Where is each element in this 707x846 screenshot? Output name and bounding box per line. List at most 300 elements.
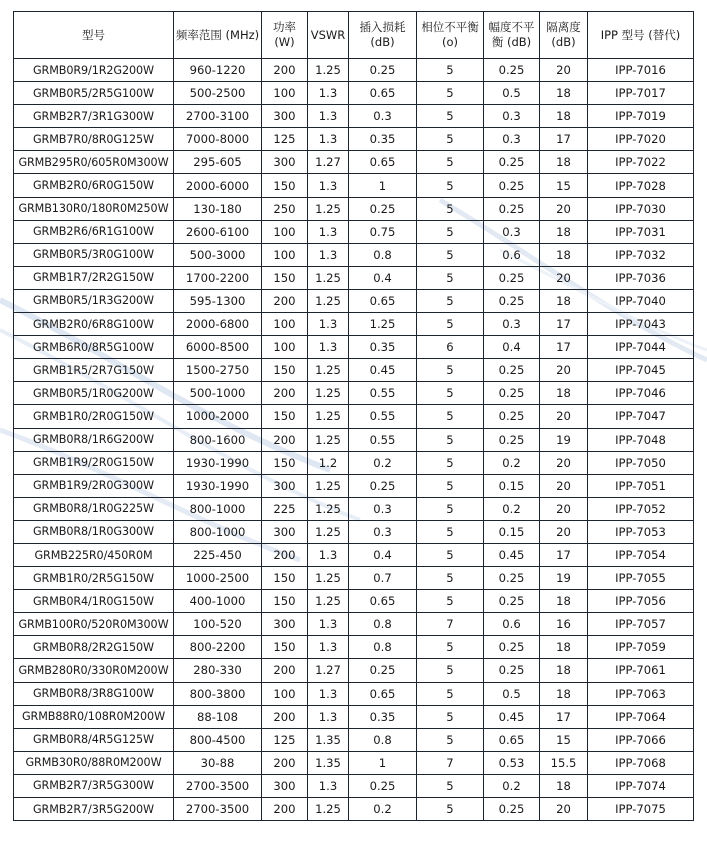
cell-model: GRMB2R0/6R0G150W (14, 174, 174, 197)
col-header-power: 功率 (W) (262, 12, 308, 59)
cell-isolation: 18 (540, 151, 588, 174)
cell-phase-imbalance: 5 (417, 313, 484, 336)
cell-frequency: 2000-6000 (174, 174, 262, 197)
cell-ipp-model: IPP-7054 (588, 543, 694, 566)
cell-phase-imbalance: 5 (417, 289, 484, 312)
cell-model: GRMB0R9/1R2G200W (14, 59, 174, 82)
cell-model: GRMB100R0/520R0M300W (14, 613, 174, 636)
cell-vswr: 1.25 (308, 266, 349, 289)
col-header-amplitude-imbalance: 幅度不平衡 (dB) (484, 12, 540, 59)
cell-ipp-model: IPP-7031 (588, 220, 694, 243)
table-row (14, 128, 694, 151)
cell-frequency: 2000-6800 (174, 313, 262, 336)
cell-phase-imbalance: 5 (417, 497, 484, 520)
cell-vswr: 1.25 (308, 359, 349, 382)
cell-ipp-model: IPP-7036 (588, 266, 694, 289)
cell-frequency: 30-88 (174, 751, 262, 774)
cell-isolation: 15 (540, 174, 588, 197)
cell-model: GRMB0R5/2R5G100W (14, 82, 174, 105)
cell-power: 150 (262, 174, 308, 197)
cell-frequency: 2600-6100 (174, 220, 262, 243)
table-row (14, 774, 694, 797)
cell-phase-imbalance: 5 (417, 82, 484, 105)
cell-ipp-model: IPP-7017 (588, 82, 694, 105)
cell-insertion-loss: 0.35 (349, 128, 417, 151)
cell-phase-imbalance: 5 (417, 220, 484, 243)
cell-model: GRMB2R7/3R5G300W (14, 774, 174, 797)
table-row (14, 497, 694, 520)
cell-amplitude-imbalance: 0.25 (484, 151, 540, 174)
cell-power: 300 (262, 151, 308, 174)
cell-power: 100 (262, 82, 308, 105)
cell-vswr: 1.25 (308, 590, 349, 613)
cell-amplitude-imbalance: 0.6 (484, 243, 540, 266)
cell-frequency: 1930-1990 (174, 451, 262, 474)
cell-amplitude-imbalance: 0.25 (484, 266, 540, 289)
cell-vswr: 1.3 (308, 613, 349, 636)
cell-amplitude-imbalance: 0.4 (484, 336, 540, 359)
cell-isolation: 20 (540, 451, 588, 474)
cell-amplitude-imbalance: 0.6 (484, 613, 540, 636)
cell-vswr: 1.35 (308, 728, 349, 751)
cell-ipp-model: IPP-7048 (588, 428, 694, 451)
cell-phase-imbalance: 5 (417, 659, 484, 682)
cell-isolation: 18 (540, 289, 588, 312)
cell-frequency: 295-605 (174, 151, 262, 174)
cell-ipp-model: IPP-7064 (588, 705, 694, 728)
cell-amplitude-imbalance: 0.45 (484, 543, 540, 566)
cell-frequency: 88-108 (174, 705, 262, 728)
cell-isolation: 20 (540, 497, 588, 520)
cell-insertion-loss: 0.65 (349, 151, 417, 174)
col-header-insertion-loss: 插入损耗 (dB) (349, 12, 417, 59)
table-row (14, 798, 694, 821)
cell-model: GRMB280R0/330R0M200W (14, 659, 174, 682)
spec-table-container (13, 11, 694, 821)
cell-vswr: 1.3 (308, 682, 349, 705)
cell-power: 250 (262, 197, 308, 220)
cell-power: 150 (262, 636, 308, 659)
cell-frequency: 280-330 (174, 659, 262, 682)
cell-vswr: 1.3 (308, 105, 349, 128)
cell-ipp-model: IPP-7053 (588, 520, 694, 543)
cell-vswr: 1.3 (308, 220, 349, 243)
cell-phase-imbalance: 5 (417, 59, 484, 82)
spec-table (13, 11, 694, 821)
cell-power: 100 (262, 682, 308, 705)
cell-vswr: 1.25 (308, 567, 349, 590)
cell-vswr: 1.35 (308, 751, 349, 774)
cell-phase-imbalance: 5 (417, 197, 484, 220)
cell-model: GRMB1R7/2R2G150W (14, 266, 174, 289)
cell-insertion-loss: 0.75 (349, 220, 417, 243)
cell-phase-imbalance: 6 (417, 336, 484, 359)
cell-power: 200 (262, 543, 308, 566)
cell-phase-imbalance: 5 (417, 128, 484, 151)
table-row (14, 336, 694, 359)
cell-ipp-model: IPP-7028 (588, 174, 694, 197)
cell-isolation: 18 (540, 105, 588, 128)
cell-isolation: 17 (540, 543, 588, 566)
cell-isolation: 16 (540, 613, 588, 636)
cell-phase-imbalance: 7 (417, 613, 484, 636)
cell-frequency: 800-3800 (174, 682, 262, 705)
cell-insertion-loss: 0.8 (349, 636, 417, 659)
cell-power: 150 (262, 590, 308, 613)
table-row (14, 82, 694, 105)
cell-amplitude-imbalance: 0.3 (484, 105, 540, 128)
cell-insertion-loss: 0.55 (349, 428, 417, 451)
cell-amplitude-imbalance: 0.25 (484, 59, 540, 82)
table-row (14, 359, 694, 382)
cell-power: 125 (262, 128, 308, 151)
cell-isolation: 20 (540, 520, 588, 543)
cell-frequency: 400-1000 (174, 590, 262, 613)
cell-power: 200 (262, 798, 308, 821)
cell-vswr: 1.27 (308, 659, 349, 682)
cell-isolation: 20 (540, 59, 588, 82)
cell-frequency: 595-1300 (174, 289, 262, 312)
cell-amplitude-imbalance: 0.65 (484, 728, 540, 751)
cell-phase-imbalance: 5 (417, 474, 484, 497)
cell-insertion-loss: 0.4 (349, 543, 417, 566)
cell-isolation: 19 (540, 567, 588, 590)
table-row (14, 289, 694, 312)
cell-model: GRMB1R5/2R7G150W (14, 359, 174, 382)
table-row (14, 636, 694, 659)
cell-phase-imbalance: 5 (417, 105, 484, 128)
cell-phase-imbalance: 5 (417, 151, 484, 174)
cell-model: GRMB1R0/2R5G150W (14, 567, 174, 590)
cell-amplitude-imbalance: 0.15 (484, 520, 540, 543)
cell-vswr: 1.3 (308, 774, 349, 797)
cell-phase-imbalance: 5 (417, 636, 484, 659)
cell-insertion-loss: 0.25 (349, 474, 417, 497)
cell-ipp-model: IPP-7052 (588, 497, 694, 520)
table-row (14, 405, 694, 428)
cell-frequency: 500-1000 (174, 382, 262, 405)
cell-model: GRMB0R8/1R6G200W (14, 428, 174, 451)
cell-vswr: 1.27 (308, 151, 349, 174)
cell-model: GRMB0R8/2R2G150W (14, 636, 174, 659)
cell-power: 300 (262, 105, 308, 128)
cell-power: 200 (262, 428, 308, 451)
col-header-model: 型号 (14, 12, 174, 59)
table-row (14, 543, 694, 566)
cell-power: 150 (262, 405, 308, 428)
cell-isolation: 20 (540, 359, 588, 382)
table-body (14, 59, 694, 821)
cell-insertion-loss: 0.55 (349, 405, 417, 428)
cell-model: GRMB0R5/1R3G200W (14, 289, 174, 312)
cell-ipp-model: IPP-7059 (588, 636, 694, 659)
cell-insertion-loss: 0.4 (349, 266, 417, 289)
cell-model: GRMB2R7/3R1G300W (14, 105, 174, 128)
cell-model: GRMB2R0/6R8G100W (14, 313, 174, 336)
cell-vswr: 1.3 (308, 174, 349, 197)
cell-power: 100 (262, 313, 308, 336)
cell-amplitude-imbalance: 0.25 (484, 382, 540, 405)
cell-ipp-model: IPP-7019 (588, 105, 694, 128)
cell-power: 100 (262, 220, 308, 243)
cell-amplitude-imbalance: 0.2 (484, 774, 540, 797)
cell-isolation: 18 (540, 220, 588, 243)
cell-phase-imbalance: 5 (417, 567, 484, 590)
cell-ipp-model: IPP-7044 (588, 336, 694, 359)
cell-power: 200 (262, 751, 308, 774)
cell-insertion-loss: 0.55 (349, 382, 417, 405)
cell-amplitude-imbalance: 0.2 (484, 451, 540, 474)
cell-ipp-model: IPP-7045 (588, 359, 694, 382)
cell-insertion-loss: 0.65 (349, 682, 417, 705)
cell-isolation: 18 (540, 682, 588, 705)
cell-phase-imbalance: 7 (417, 751, 484, 774)
cell-frequency: 800-4500 (174, 728, 262, 751)
cell-isolation: 17 (540, 128, 588, 151)
cell-model: GRMB1R9/2R0G300W (14, 474, 174, 497)
cell-model: GRMB7R0/8R0G125W (14, 128, 174, 151)
cell-model: GRMB88R0/108R0M200W (14, 705, 174, 728)
cell-power: 225 (262, 497, 308, 520)
cell-phase-imbalance: 5 (417, 774, 484, 797)
cell-frequency: 500-2500 (174, 82, 262, 105)
cell-ipp-model: IPP-7075 (588, 798, 694, 821)
cell-ipp-model: IPP-7057 (588, 613, 694, 636)
cell-frequency: 960-1220 (174, 59, 262, 82)
table-row (14, 197, 694, 220)
table-row (14, 428, 694, 451)
cell-ipp-model: IPP-7066 (588, 728, 694, 751)
cell-insertion-loss: 0.35 (349, 705, 417, 728)
cell-power: 125 (262, 728, 308, 751)
cell-ipp-model: IPP-7040 (588, 289, 694, 312)
table-row (14, 520, 694, 543)
cell-amplitude-imbalance: 0.25 (484, 659, 540, 682)
cell-phase-imbalance: 5 (417, 405, 484, 428)
cell-ipp-model: IPP-7030 (588, 197, 694, 220)
cell-model: GRMB0R5/1R0G200W (14, 382, 174, 405)
cell-phase-imbalance: 5 (417, 590, 484, 613)
cell-isolation: 15.5 (540, 751, 588, 774)
cell-model: GRMB0R4/1R0G150W (14, 590, 174, 613)
cell-amplitude-imbalance: 0.25 (484, 636, 540, 659)
cell-model: GRMB1R0/2R0G150W (14, 405, 174, 428)
cell-amplitude-imbalance: 0.3 (484, 313, 540, 336)
cell-insertion-loss: 1 (349, 174, 417, 197)
cell-ipp-model: IPP-7074 (588, 774, 694, 797)
table-row (14, 728, 694, 751)
cell-insertion-loss: 0.25 (349, 197, 417, 220)
cell-isolation: 20 (540, 266, 588, 289)
cell-vswr: 1.3 (308, 636, 349, 659)
table-row (14, 451, 694, 474)
cell-isolation: 17 (540, 313, 588, 336)
cell-model: GRMB0R8/3R8G100W (14, 682, 174, 705)
col-header-frequency: 频率范围 (MHz) (174, 12, 262, 59)
cell-frequency: 2700-3500 (174, 774, 262, 797)
cell-ipp-model: IPP-7032 (588, 243, 694, 266)
cell-vswr: 1.25 (308, 289, 349, 312)
cell-insertion-loss: 0.25 (349, 59, 417, 82)
table-row (14, 474, 694, 497)
cell-isolation: 17 (540, 705, 588, 728)
cell-phase-imbalance: 5 (417, 682, 484, 705)
cell-model: GRMB130R0/180R0M250W (14, 197, 174, 220)
cell-insertion-loss: 1 (349, 751, 417, 774)
cell-amplitude-imbalance: 0.3 (484, 220, 540, 243)
cell-isolation: 17 (540, 336, 588, 359)
cell-vswr: 1.25 (308, 197, 349, 220)
cell-power: 300 (262, 774, 308, 797)
col-header-ipp-model: IPP 型号 (替代) (588, 12, 694, 59)
cell-power: 100 (262, 336, 308, 359)
cell-vswr: 1.25 (308, 474, 349, 497)
cell-frequency: 1700-2200 (174, 266, 262, 289)
cell-model: GRMB6R0/8R5G100W (14, 336, 174, 359)
cell-ipp-model: IPP-7063 (588, 682, 694, 705)
table-row (14, 266, 694, 289)
cell-insertion-loss: 0.65 (349, 289, 417, 312)
cell-amplitude-imbalance: 0.53 (484, 751, 540, 774)
cell-ipp-model: IPP-7047 (588, 405, 694, 428)
cell-amplitude-imbalance: 0.45 (484, 705, 540, 728)
cell-amplitude-imbalance: 0.25 (484, 174, 540, 197)
cell-insertion-loss: 0.8 (349, 243, 417, 266)
cell-phase-imbalance: 5 (417, 705, 484, 728)
cell-isolation: 15 (540, 728, 588, 751)
cell-isolation: 18 (540, 774, 588, 797)
cell-amplitude-imbalance: 0.25 (484, 197, 540, 220)
cell-model: GRMB0R8/1R0G300W (14, 520, 174, 543)
cell-power: 200 (262, 382, 308, 405)
cell-power: 150 (262, 451, 308, 474)
cell-amplitude-imbalance: 0.25 (484, 405, 540, 428)
cell-phase-imbalance: 5 (417, 382, 484, 405)
cell-insertion-loss: 0.2 (349, 451, 417, 474)
cell-insertion-loss: 0.25 (349, 774, 417, 797)
cell-vswr: 1.3 (308, 82, 349, 105)
cell-vswr: 1.3 (308, 243, 349, 266)
cell-phase-imbalance: 5 (417, 243, 484, 266)
cell-frequency: 800-1000 (174, 520, 262, 543)
cell-model: GRMB1R9/2R0G150W (14, 451, 174, 474)
table-header-row (14, 12, 694, 59)
cell-amplitude-imbalance: 0.25 (484, 359, 540, 382)
cell-frequency: 1930-1990 (174, 474, 262, 497)
cell-vswr: 1.3 (308, 543, 349, 566)
cell-phase-imbalance: 5 (417, 266, 484, 289)
cell-model: GRMB0R5/3R0G100W (14, 243, 174, 266)
cell-vswr: 1.25 (308, 428, 349, 451)
cell-phase-imbalance: 5 (417, 428, 484, 451)
table-row (14, 590, 694, 613)
cell-frequency: 2700-3100 (174, 105, 262, 128)
cell-ipp-model: IPP-7051 (588, 474, 694, 497)
cell-model: GRMB2R7/3R5G200W (14, 798, 174, 821)
table-row (14, 59, 694, 82)
cell-phase-imbalance: 5 (417, 543, 484, 566)
table-row (14, 682, 694, 705)
cell-isolation: 20 (540, 405, 588, 428)
cell-vswr: 1.25 (308, 405, 349, 428)
col-header-isolation: 隔离度 (dB) (540, 12, 588, 59)
cell-insertion-loss: 0.45 (349, 359, 417, 382)
cell-frequency: 100-520 (174, 613, 262, 636)
cell-frequency: 7000-8000 (174, 128, 262, 151)
cell-vswr: 1.25 (308, 520, 349, 543)
table-row (14, 105, 694, 128)
cell-ipp-model: IPP-7043 (588, 313, 694, 336)
cell-frequency: 130-180 (174, 197, 262, 220)
cell-frequency: 500-3000 (174, 243, 262, 266)
cell-amplitude-imbalance: 0.25 (484, 798, 540, 821)
table-row (14, 151, 694, 174)
cell-frequency: 1000-2000 (174, 405, 262, 428)
cell-phase-imbalance: 5 (417, 174, 484, 197)
cell-vswr: 1.25 (308, 497, 349, 520)
cell-insertion-loss: 0.7 (349, 567, 417, 590)
cell-power: 200 (262, 289, 308, 312)
cell-frequency: 6000-8500 (174, 336, 262, 359)
cell-isolation: 18 (540, 659, 588, 682)
cell-isolation: 18 (540, 636, 588, 659)
cell-vswr: 1.25 (308, 382, 349, 405)
cell-amplitude-imbalance: 0.25 (484, 567, 540, 590)
cell-vswr: 1.25 (308, 798, 349, 821)
cell-power: 200 (262, 705, 308, 728)
cell-isolation: 19 (540, 428, 588, 451)
cell-power: 150 (262, 359, 308, 382)
cell-amplitude-imbalance: 0.2 (484, 497, 540, 520)
cell-amplitude-imbalance: 0.5 (484, 82, 540, 105)
cell-isolation: 18 (540, 382, 588, 405)
cell-power: 300 (262, 520, 308, 543)
cell-model: GRMB2R6/6R1G100W (14, 220, 174, 243)
cell-ipp-model: IPP-7022 (588, 151, 694, 174)
table-row (14, 751, 694, 774)
cell-amplitude-imbalance: 0.25 (484, 428, 540, 451)
table-row (14, 174, 694, 197)
cell-isolation: 18 (540, 243, 588, 266)
cell-model: GRMB295R0/605R0M300W (14, 151, 174, 174)
cell-ipp-model: IPP-7016 (588, 59, 694, 82)
table-row (14, 659, 694, 682)
cell-amplitude-imbalance: 0.3 (484, 128, 540, 151)
cell-insertion-loss: 0.65 (349, 82, 417, 105)
table-row (14, 382, 694, 405)
table-row (14, 567, 694, 590)
cell-phase-imbalance: 5 (417, 798, 484, 821)
cell-insertion-loss: 0.8 (349, 728, 417, 751)
cell-ipp-model: IPP-7061 (588, 659, 694, 682)
cell-vswr: 1.3 (308, 313, 349, 336)
cell-vswr: 1.2 (308, 451, 349, 474)
cell-isolation: 20 (540, 197, 588, 220)
cell-power: 200 (262, 59, 308, 82)
cell-insertion-loss: 0.2 (349, 798, 417, 821)
cell-power: 150 (262, 567, 308, 590)
cell-ipp-model: IPP-7046 (588, 382, 694, 405)
cell-frequency: 1000-2500 (174, 567, 262, 590)
cell-frequency: 2700-3500 (174, 798, 262, 821)
cell-amplitude-imbalance: 0.25 (484, 590, 540, 613)
table-row (14, 313, 694, 336)
cell-insertion-loss: 0.3 (349, 497, 417, 520)
cell-ipp-model: IPP-7056 (588, 590, 694, 613)
cell-isolation: 18 (540, 82, 588, 105)
cell-vswr: 1.3 (308, 128, 349, 151)
cell-vswr: 1.3 (308, 705, 349, 728)
